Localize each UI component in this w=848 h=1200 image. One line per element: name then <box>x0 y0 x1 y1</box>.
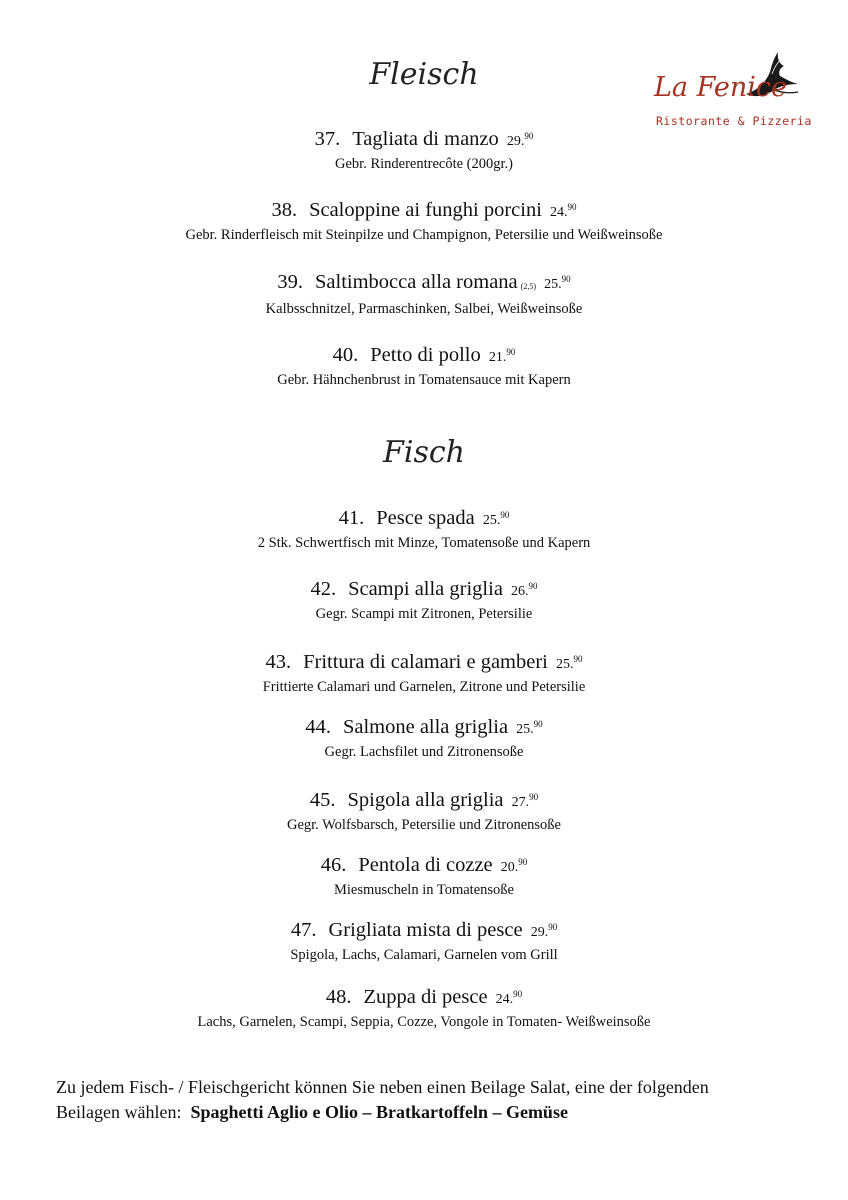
dish-line <box>0 712 848 742</box>
dish-line <box>0 982 848 1012</box>
dish-price: 25.90 <box>544 274 571 292</box>
dish-description: Gegr. Lachsfilet und Zitronensoße <box>324 744 524 760</box>
dish-name: Grigliata mista di pesce <box>328 919 523 941</box>
menu-item <box>0 647 848 697</box>
logo-name: La Fenice <box>654 72 787 103</box>
dish-number: 37. <box>314 128 341 150</box>
dish-price: 20.90 <box>500 857 528 875</box>
dish-description: Gebr. Rinderfleisch mit Steinpilze und Champignon, Petersilie und Weißweinsoße <box>185 227 663 243</box>
dish-name: Spigola alla griglia <box>347 789 504 811</box>
dish-price: 25.90 <box>516 719 543 737</box>
dish-number: 47. <box>290 919 317 941</box>
menu-item <box>0 850 848 900</box>
menu-item <box>0 712 848 762</box>
dish-name: Saltimbocca alla romana <box>315 271 518 293</box>
dish-price: 27.90 <box>511 792 539 810</box>
dish-price: 24.90 <box>495 989 523 1007</box>
dish-line <box>0 503 848 533</box>
dish-number: 48. <box>325 986 352 1008</box>
dish-number: 38. <box>271 199 298 221</box>
dish-name: Scampi alla griglia <box>348 578 503 600</box>
dish-number: 44. <box>305 716 331 738</box>
dish-name: Scaloppine ai funghi porcini <box>309 199 542 221</box>
dish-line <box>0 574 848 604</box>
dish-description: 2 Stk. Schwertfisch mit Minze, Tomatensoße und Kapern <box>257 535 591 551</box>
dish-line <box>0 124 848 154</box>
dish-number: 40. <box>332 344 359 366</box>
dish-number: 39. <box>277 271 304 293</box>
dish-description: Frittierte Calamari und Garnelen, Zitrone und Petersilie <box>262 679 586 695</box>
dish-description: Spigola, Lachs, Calamari, Garnelen vom Grill <box>290 947 558 963</box>
menu-item <box>0 982 848 1032</box>
footer-line-1: Zu jedem Fisch- / Fleischgericht können Sie neben einen Beilage Salat, eine der folgenden <box>56 1077 709 1097</box>
menu-item <box>0 785 848 835</box>
dish-price: 25.90 <box>482 510 510 528</box>
dish-name: Frittura di calamari e gamberi <box>303 651 548 673</box>
menu-item <box>0 574 848 624</box>
dish-price: 29.90 <box>506 131 534 149</box>
dish-description: Gebr. Rinderentrecôte (200gr.) <box>335 156 513 172</box>
menu-item <box>0 340 848 390</box>
dish-line <box>0 850 848 880</box>
dish-price: 26.90 <box>511 581 538 599</box>
dish-name: Pesce spada <box>376 507 475 529</box>
dish-description: Gegr. Wolfsbarsch, Petersilie und Zitronensoße <box>286 817 561 833</box>
footer-line-2 <box>56 1100 836 1125</box>
dish-line <box>0 915 848 945</box>
dish-number: 43. <box>265 651 292 673</box>
dish-number: 42. <box>310 578 337 600</box>
menu-item <box>0 915 848 965</box>
dish-price: 24.90 <box>550 202 577 220</box>
dish-line <box>0 195 848 225</box>
dish-description: Gebr. Hähnchenbrust in Tomatensauce mit Kapern <box>277 372 571 388</box>
dish-name: Salmone alla griglia <box>342 716 509 738</box>
allergen-note: (2,5) <box>520 282 536 291</box>
menu-item <box>0 267 848 319</box>
dish-number: 46. <box>320 854 347 876</box>
dish-name: Tagliata di manzo <box>352 128 499 150</box>
dish-line <box>0 647 848 677</box>
side-dish-options: Spaghetti Aglio e Olio – Bratkartoffeln – Gemüse <box>190 1102 568 1122</box>
dish-description: Gegr. Scampi mit Zitronen, Petersilie <box>315 606 533 622</box>
dish-description: Kalbsschnitzel, Parmaschinken, Salbei, Weißweinsoße <box>265 301 583 317</box>
dish-price: 25.90 <box>556 654 583 672</box>
dish-description: Miesmuscheln in Tomatensoße <box>334 882 514 898</box>
menu-item <box>0 195 848 245</box>
dish-number: 45. <box>309 789 336 811</box>
dish-price: 29.90 <box>530 922 558 940</box>
section-title-fisch: Fisch <box>383 435 465 470</box>
logo-subtitle: Ristorante & Pizzeria <box>656 114 812 128</box>
menu-item <box>0 124 848 174</box>
dish-name: Zuppa di pesce <box>363 986 488 1008</box>
footer-prefix: Beilagen wählen: <box>56 1102 182 1122</box>
dish-line <box>0 785 848 815</box>
section-title-fleisch: Fleisch <box>369 57 479 92</box>
dish-description: Lachs, Garnelen, Scampi, Seppia, Cozze, Vongole in Tomaten- Weißweinsoße <box>197 1014 651 1030</box>
dish-price: 21.90 <box>488 347 516 365</box>
dish-line <box>0 267 848 299</box>
menu-item <box>0 503 848 553</box>
dish-name: Pentola di cozze <box>358 854 493 876</box>
dish-line <box>0 340 848 370</box>
dish-name: Petto di pollo <box>370 344 481 366</box>
dish-number: 41. <box>338 507 365 529</box>
side-dish-note <box>56 1075 836 1125</box>
